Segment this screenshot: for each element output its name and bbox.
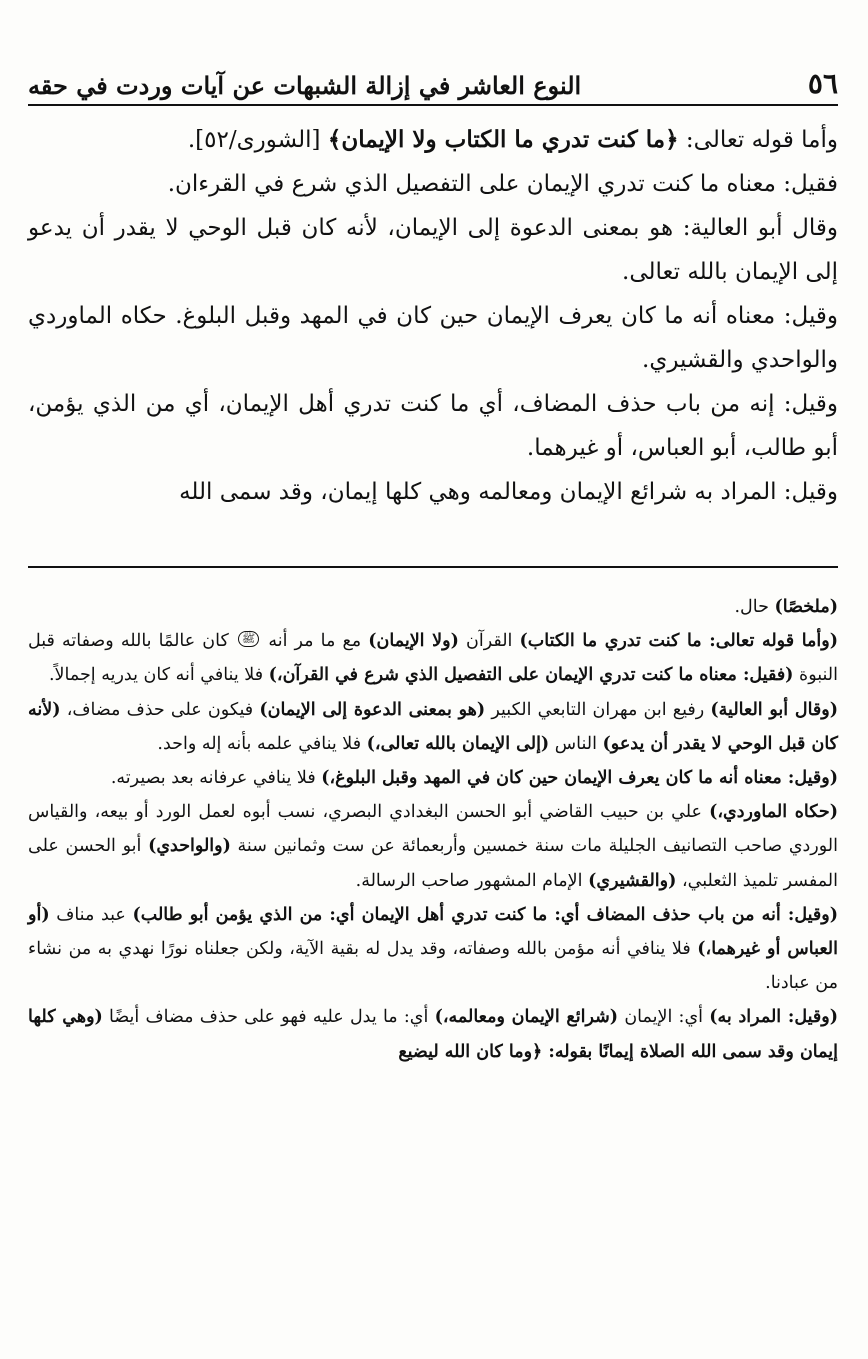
main-paragraph — [28, 206, 838, 294]
bold-segment: (إلى الإيمان بالله تعالى،) — [366, 733, 550, 754]
footnote-separator — [28, 566, 838, 568]
text-segment: فلا ينافي عرفانه بعد بصيرته. — [110, 768, 322, 789]
commentary-paragraph — [28, 624, 838, 692]
text-segment: أبو الحسن على المفسر تلميذ الثعلبي، — [28, 836, 838, 891]
main-paragraph — [28, 470, 838, 514]
commentary-paragraph — [28, 1000, 838, 1068]
commentary-paragraph — [28, 761, 838, 795]
commentary-paragraph — [28, 590, 838, 624]
text-segment: فلا ينافي أنه مؤمن بالله وصفاته، وقد يدل له بقية الآية، ولكن جعلناه نورًا نهدي به من نشاء من عبادنا. — [28, 939, 838, 994]
running-title: النوع العاشر في إزالة الشبهات عن آيات وردت في حقه — [28, 71, 582, 100]
text-segment: حال. — [734, 597, 775, 617]
text-segment: وقال أبو العالية: هو بمعنى الدعوة إلى الإيمان، لأنه كان قبل الوحي لا يقدر أن يدعو إلى الإيمان بالله تعالى. — [28, 215, 838, 285]
bold-segment: (والقشيري) — [588, 870, 677, 891]
main-paragraph — [28, 382, 838, 470]
bold-segment: (وقيل: المراد به) — [709, 1007, 838, 1028]
text-segment: رفيع ابن مهران التابعي الكبير — [485, 699, 711, 720]
bold-segment: (والواحدي) — [148, 836, 231, 857]
bold-segment: (هو بمعنى الدعوة إلى الإيمان) — [259, 699, 486, 720]
text-segment: أي: ما يدل عليه فهو على حذف مضاف أيضًا — [102, 1007, 435, 1028]
text-segment: علي بن حبيب القاضي أبو الحسن البغدادي البصري، نسب أبوه لعمل الورد أو بيعه، والقياس الوردي صاحب التصانيف الجليلة مات سنة خمسين وأربعمائة عن ست وثمانين سنة — [28, 802, 838, 857]
text-segment: كان عالمًا بالله وصفاته قبل النبوة — [28, 631, 838, 686]
bold-segment: (شرائع الإيمان ومعالمه،) — [434, 1007, 619, 1028]
text-segment: وقيل: معناه أنه ما كان يعرف الإيمان حين كان في المهد وقبل البلوغ. حكاه الماوردي والواحدي والقشيري. — [28, 303, 838, 373]
bold-segment: (ملخصًا) — [774, 597, 838, 617]
bold-segment: (حكاه الماوردي،) — [709, 802, 838, 823]
text-segment: فقيل: معناه ما كنت تدري الإيمان على التفصيل الذي شرع في القرءان. — [167, 171, 838, 197]
text-segment: [الشورى/٥٢]. — [187, 127, 328, 153]
bold-segment: (وقيل: معناه أنه ما كان يعرف الإيمان حين كان في المهد وقبل البلوغ،) — [321, 768, 838, 789]
text-segment: القرآن — [458, 631, 520, 652]
bold-segment: (ولا الإيمان) — [368, 631, 459, 652]
bold-segment: (وقيل: أنه من باب حذف المضاف أي: ما كنت تدري أهل الإيمان أي: من الذي يؤمن أبو طالب) — [132, 904, 838, 925]
text-segment: مع ما مر أنه — [261, 631, 369, 652]
main-paragraph — [28, 294, 838, 382]
page-header — [28, 48, 838, 106]
text-segment: أي: الإيمان — [618, 1007, 710, 1028]
commentary-paragraph — [28, 898, 838, 1001]
commentary-paragraph — [28, 693, 838, 761]
text-segment: الإمام المشهور صاحب الرسالة. — [355, 870, 589, 891]
bold-segment: (أو العباس أو غيرهما،) — [28, 904, 838, 960]
text-segment: فيكون على حذف مضاف، — [60, 699, 260, 720]
bold-segment: (وأما قوله تعالى: ما كنت تدري ما الكتاب) — [519, 631, 838, 652]
honorific-symbol: ﷺ — [238, 631, 259, 647]
main-paragraph — [28, 162, 838, 206]
commentary-block — [28, 590, 838, 1069]
bold-segment: (وقال أبو العالية) — [710, 699, 838, 720]
text-segment: فلا ينافي علمه بأنه إله واحد. — [157, 733, 367, 754]
text-segment: وقيل: المراد به شرائع الإيمان ومعالمه وهي كلها إيمان، وقد سمى الله — [179, 479, 838, 505]
main-text-block — [28, 118, 838, 514]
page-number: ٥٦ — [807, 67, 838, 100]
bold-segment: (فقيل: معناه ما كنت تدري الإيمان على التفصيل الذي شرع في القرآن،) — [268, 665, 794, 686]
text-segment: الناس — [549, 733, 603, 754]
bold-segment: (لأنه كان قبل الوحي لا يقدر أن يدعو) — [28, 699, 838, 754]
bold-segment: ﴿ما كنت تدري ما الكتاب ولا الإيمان﴾ — [327, 126, 679, 153]
text-segment: وقيل: إنه من باب حذف المضاف، أي ما كنت تدري أهل الإيمان، أي من الذي يؤمن، أبو طالب، أبو العباس، أو غيرهما. — [28, 391, 838, 461]
text-segment: وأما قوله تعالى: — [678, 127, 838, 153]
text-segment: عبد مناف — [49, 904, 133, 925]
commentary-paragraph — [28, 795, 838, 898]
main-paragraph — [28, 118, 838, 162]
text-segment: فلا ينافي أنه كان يدريه إجمالاً. — [48, 665, 269, 686]
bold-segment: (وهي كلها إيمان وقد سمى الله الصلاة إيمانًا بقوله: ﴿وما كان الله ليضيع — [28, 1007, 838, 1062]
